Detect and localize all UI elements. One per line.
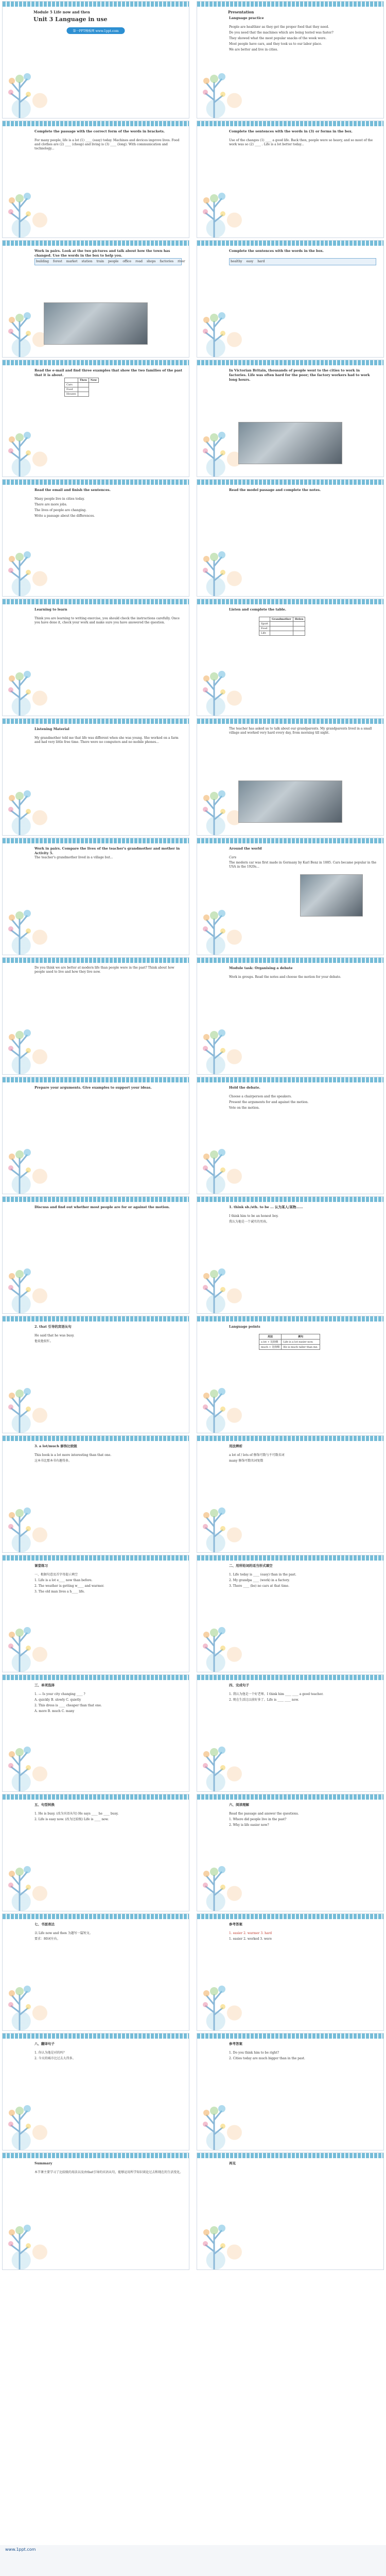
slide-heading: 八、翻译句子 [34,2042,55,2046]
slide-line: Write a passage about the differences. [34,514,95,518]
slide-line: 2. Life is easy now. (改为比较级) Life is ____ now. [34,1818,109,1821]
slide-line: a lot of / lots of 修饰可数与不可数名词 [229,1453,285,1457]
slide-heading: Prepare your arguments. Give examples to support your ideas. [34,1086,152,1090]
table-cell: Life is a lot easier now. [282,1340,320,1345]
table-cell: Grandmother [270,617,293,622]
data-table [64,378,99,397]
word-item: train [96,260,104,263]
slide-subheading: Cars [229,856,237,859]
slide-top-decoration [197,360,383,365]
slide-s36 [197,2033,384,2150]
slide-s18 [197,957,384,1075]
tree-decoration-icon [200,295,228,357]
tree-decoration-icon [200,1132,228,1194]
word-item: market [66,260,78,263]
slide-heading: 课堂练习 [34,1564,48,1568]
slide-line: Vote on the motion. [229,1106,260,1110]
slide-line: 我认为他是一个诚实的男孩。 [229,1220,270,1224]
tree-decoration-icon [200,893,228,955]
tree-decoration-icon [200,1730,228,1791]
slide-heading: Listen and complete the table. [229,607,287,612]
slide-text: The modern car was first made in Germany by Karl Benz in 1885. Cars became popular in the USA in the 1920s... [229,861,377,869]
slide-line: 3. The old man lives a h____ life. [34,1590,85,1594]
slide-s5 [2,240,189,358]
slide-top-decoration [3,1914,189,1919]
slide-heading: 2. that 引导的宾语从句 [34,1325,72,1329]
slide-s16 [197,838,384,955]
slide-top-decoration [3,1316,189,1321]
tree-decoration-icon [6,2088,33,2150]
slide-s10 [197,479,384,597]
tree-decoration-icon [6,654,33,716]
slide-s31 [2,1794,189,1911]
slide-heading: Complete the sentences with the words in the box. [229,249,324,253]
slide-s11 [2,599,189,716]
table-row [259,626,305,631]
footer-url[interactable]: www.1ppt.com [5,2547,36,2552]
tree-decoration-icon [6,1730,33,1791]
slide-line: 1. Do you think him to be right? [229,2051,279,2055]
slide-heading: Work in pairs. Compare the lives of the teacher's grandmother and mother in Activity 5. [34,846,180,855]
word-item: people [108,260,119,263]
data-table [259,617,305,636]
slide-line: A. more B. much C. many [34,1709,75,1713]
slide-s3 [2,121,189,238]
slide-top-decoration [3,838,189,843]
slide-s35 [2,2033,189,2150]
table-row [65,392,99,397]
slide-line: 这本书比那本书有趣得多。 [34,1459,72,1463]
illustration-photo [238,422,342,464]
slide-heading: Hold the debate. [229,1086,260,1090]
tree-decoration-icon [6,2208,33,2269]
slide-top-decoration [197,121,383,126]
slide-subtitle: Unit 3 Language in use [33,16,108,23]
illustration-photo [44,302,148,345]
word-item: hard [257,260,265,263]
slide-top-decoration [3,2,189,7]
word-item: office [122,260,132,263]
tree-decoration-icon [6,56,33,118]
slide-title: Module 5 Life now and then [33,10,90,14]
slide-line: This book is a lot more interesting than that one. [34,1453,112,1457]
slide-line: 1. easier 2. worked 3. were [229,1937,272,1941]
table-cell [78,383,89,387]
table-cell: Cars [65,383,78,387]
slide-top-decoration [197,1794,383,1800]
slide-s17 [2,957,189,1075]
slide-s38 [197,2153,384,2270]
illustration-photo [300,874,363,917]
tree-decoration-icon [6,1490,33,1552]
tree-decoration-icon [6,773,33,835]
table-cell [65,378,78,383]
slide-heading: Discuss and find out whether most people are for or against the motion. [34,1205,170,1209]
slide-s8 [197,360,384,477]
slide-top-decoration [197,1316,383,1321]
slide-heading: 参考答案 [229,2042,242,2046]
slide-s27 [2,1555,189,1672]
tree-decoration-icon [6,1012,33,1074]
slide-line: Most people have cars, and they took us to our labor place. [229,42,322,46]
tree-decoration-icon [200,415,228,477]
table-cell: Food [65,387,78,392]
slide-heading: Work in pairs. Look at the two pictures and talk about how the town has changed. Use the words in the box to help you. [34,249,170,258]
slide-s1 [2,1,189,118]
slide-top-decoration [197,1914,383,1919]
tree-decoration-icon [200,176,228,238]
slide-text: Use of the changes (1) ____ a good life. Back then, people were so heavy, and so most of the work was so (2) ____ . Life is a lot better today... [229,139,373,147]
word-item: factories [160,260,174,263]
word-item: healthy [231,260,242,263]
slide-heading: Language practice [229,16,264,20]
table-row [259,1340,320,1345]
slide-heading: Summary [34,2161,52,2165]
word-box [34,258,185,265]
slide-s21 [2,1196,189,1314]
slide-line: A. quickly B. slowly C. quietly [34,1698,81,1702]
table-cell: Sport [259,622,270,626]
slide-title: Presentation [228,10,254,14]
table-row [259,1345,320,1350]
tree-decoration-icon [6,295,33,357]
slide-heading: Language points [229,1325,260,1329]
slide-top-decoration [197,719,383,724]
table-cell [270,631,293,636]
slide-line: 以 Life now and then 为题写一篇短文。 [34,1931,93,1935]
table-cell: 用法 [259,1334,282,1340]
slide-s14 [197,718,384,836]
slide-heading: 四、完成句子 [229,1683,249,1687]
table-row [65,383,99,387]
slide-heading: 3. a lot/much 修饰比较级 [34,1444,77,1448]
tree-decoration-icon [6,1610,33,1672]
slide-line: 2. This dress is ____ cheaper than that one. [34,1704,102,1707]
tree-decoration-icon [200,1490,228,1552]
tree-decoration-icon [6,1969,33,2030]
slide-s12 [197,599,384,716]
slide-s2 [197,1,384,118]
slide-s26 [197,1435,384,1553]
table-row [65,378,99,383]
slide-top-decoration [3,2153,189,2158]
slide-line: Read the passage and answer the questions. [229,1812,299,1816]
slide-s34 [197,1913,384,2031]
table-row [259,617,305,622]
table-cell [293,622,305,626]
slide-line: Do you need that the machines which are being tested was faster? [229,31,334,35]
slide-s30 [197,1674,384,1792]
tree-decoration-icon [200,2088,228,2150]
slide-top-decoration [197,2153,383,2158]
tree-decoration-icon [200,773,228,835]
slide-heading: Listening Material [34,727,69,731]
slide-line: There are more jobs. [34,503,67,506]
word-item: road [135,260,143,263]
slide-text: Work in groups. Read the notes and choose the motion for your debate. [229,975,341,979]
slide-s7 [2,360,189,477]
slide-line: 一、根据句意及首字母提示填空 [34,1573,78,1577]
table-cell [270,622,293,626]
slide-heading: 用法辨析 [229,1444,242,1448]
slide-top-decoration [3,599,189,604]
slide-heading: 五、句型转换 [34,1803,55,1807]
slide-top-decoration [197,1197,383,1202]
slide-heading: Read the e-mail and find three examples that show the two families of the past that it is about. [34,368,183,377]
slide-top-decoration [197,1077,383,1082]
slide-s33 [2,1913,189,2031]
slide-heading: Around the world [229,846,262,851]
slide-heading: Read the email and finish the sentences. [34,488,111,492]
slide-text: The teacher's grandmother lived in a village but... [34,856,113,859]
tree-decoration-icon [200,2208,228,2269]
slide-s4 [197,121,384,238]
slide-text: For many people, life is a lot (1) ____ (easy) today. Machines and devices improve lives. Food and clothes are (2) ____ (cheap) and living is (3) ____ (long). With communication and technology... [34,139,180,151]
slide-line: 他说他很忙。 [34,1340,54,1343]
slide-top-decoration [3,958,189,963]
tree-decoration-icon [6,1371,33,1433]
slide-line: Many people live in cities today. [34,497,85,501]
word-item: river [178,260,185,263]
slide-s13 [2,718,189,836]
table-row [65,387,99,392]
slide-top-decoration [3,1197,189,1202]
slide-top-decoration [197,958,383,963]
slide-line: 2. 现在生活比以前好多了。Life is ____ ____ now. [229,1698,299,1702]
word-item: station [81,260,93,263]
slide-top-decoration [197,838,383,843]
slide-heading: 六、阅读理解 [229,1803,249,1807]
slide-top-decoration [3,1794,189,1800]
slide-top-decoration [3,1555,189,1561]
tree-decoration-icon [200,1610,228,1672]
slide-line: Choose a chairperson and the speakers. [229,1095,292,1098]
table-cell: a lot + 比较级 [259,1340,282,1345]
slide-top-decoration [3,1675,189,1680]
slide-s29 [2,1674,189,1792]
slide-heading: 1. think sb./sth. to be ... 认为某人/某物…… [229,1205,303,1209]
slide-line: Present the arguments for and against the motion. [229,1100,309,1104]
illustration-photo [238,781,342,823]
slide-heading: In Victorian Britain, thousands of people went to the cities to work in factories. Life was often hard for the poor; the factory workers had to work long hours. [229,368,370,382]
slide-top-decoration [3,121,189,126]
slide-heading: Complete the sentences with the words in (3) or forms in the box. [229,129,353,133]
slide-heading: Learning to learn [34,607,67,612]
tree-decoration-icon [6,1251,33,1313]
data-table [259,1334,320,1350]
tree-decoration-icon [200,1012,228,1074]
slide-line: 2. The weather is getting w____ and warmer. [34,1584,104,1588]
word-item: easy [246,260,254,263]
slide-heading: Read the model passage and complete the notes. [229,488,321,492]
slide-line: 1. He is busy. (改为宾语从句) He says ____ he ____ busy. [34,1812,119,1816]
slide-heading: 七、书面表达 [34,1922,55,1926]
slide-top-decoration [3,480,189,485]
slide-heading: Module task: Organising a debate [229,966,293,970]
slide-line: We are better and live in cities. [229,48,278,52]
slide-s20 [197,1077,384,1194]
slide-heading: 三、单项选择 [34,1683,55,1687]
slide-line: 1. Life today is ____ (easy) than in the past. [229,1573,296,1577]
slide-s22 [197,1196,384,1314]
table-cell [293,626,305,631]
table-cell [293,631,305,636]
slide-heading: 二、用所给词的适当形式填空 [229,1564,273,1568]
slide-line: People are healthier as they get the proper food that they need. [229,25,329,29]
slide-text: The teacher has asked us to talk about our grandparents. My grandparents lived in a small village and worked very hard every day, from morning till night. [229,727,372,735]
table-cell: 例句 [282,1334,320,1340]
slide-top-decoration [3,2033,189,2039]
slide-line: 1. — Is your city changing ____ ? [34,1692,85,1696]
slide-line: 2. Why is life easier now? [229,1823,269,1827]
slide-line: I think him to be an honest boy. [229,1214,279,1218]
tree-decoration-icon [6,1132,33,1194]
slide-top-decoration [197,1436,383,1441]
slide-top-decoration [197,599,383,604]
slide-top-decoration [197,2,383,7]
slide-top-decoration [197,1675,383,1680]
slide-text: Think you are learning to writing exercise, you should check the instructions carefully. Once you have done it, check your work and make sure you have answered the question. [34,617,180,625]
slide-s32 [197,1794,384,1911]
slide-line: 2. My grandpa ____ (work) in a factory. [229,1579,290,1582]
slide-line: 3. There ____ (be) no cars at that time. [229,1584,289,1588]
table-cell [259,617,270,622]
slide-line: 要求：80词左右。 [34,1937,60,1941]
slide-line: 2. 今天的城市比过去大得多。 [34,2057,76,2060]
slide-top-decoration [197,241,383,246]
slide-top-decoration [197,2033,383,2039]
slide-top-decoration [3,360,189,365]
slide-text: Do you think we are better at modern life than people were in the past? Think about how people used to live and how they live now. [34,966,174,974]
slide-s6 [197,240,384,358]
table-cell: Then [78,378,89,383]
slide-line: He said that he was busy. [34,1334,75,1337]
tree-decoration-icon [200,1251,228,1313]
table-cell [78,392,89,397]
slide-line: 1. 我认为他是一个好老师。I think him ____ ____ a good teacher. [229,1692,324,1696]
slide-line: 1. 你认为他是对的吗？ [34,2051,66,2055]
slide-top-decoration [197,1555,383,1561]
slide-s25 [2,1435,189,1553]
table-cell: Food [259,626,270,631]
slide-line: 2. Cities today are much bigger than in the past. [229,2057,305,2060]
tree-decoration-icon [6,893,33,955]
tree-decoration-icon [200,56,228,118]
word-item: shops [146,260,156,263]
slide-s23 [2,1316,189,1433]
table-row [259,622,305,626]
slide-top-decoration [3,241,189,246]
slide-line: The lives of people are changing. [34,509,86,512]
table-cell: Now [89,378,98,383]
table-cell: Houses [65,392,78,397]
slide-top-decoration [197,480,383,485]
tree-decoration-icon [200,534,228,596]
table-row [259,1334,320,1340]
table-cell: Life [259,631,270,636]
slide-heading: Complete the passage with the correct form of the words in brackets. [34,129,165,133]
slide-text: 本节课主要学习了比较级的用法以及由that引导的宾语从句，能够运用所学知识谈论过去和现在的生活变化。 [34,2171,183,2174]
tree-decoration-icon [6,415,33,477]
table-cell: much + 比较级 [259,1345,282,1350]
tree-decoration-icon [6,1849,33,1911]
slide-line: They showed what the most popular snacks of the week were. [229,37,327,40]
table-row [259,631,305,636]
table-cell: Helen [293,617,305,622]
slide-top-decoration [3,1436,189,1441]
slide-s37 [2,2153,189,2270]
slide-line: 1. Life is a lot e____ now than before. [34,1579,93,1582]
slide-line: 1. Where did people live in the past? [229,1818,287,1821]
slide-heading: 参考答案 [229,1922,242,1926]
slide-s15 [2,838,189,955]
slide-s19 [2,1077,189,1194]
tree-decoration-icon [200,654,228,716]
slide-heading: 再见 [229,2161,236,2165]
slide-s9 [2,479,189,597]
tree-decoration-icon [200,1371,228,1433]
tree-decoration-icon [200,1849,228,1911]
word-item: building [36,260,49,263]
table-cell [270,626,293,631]
slide-top-decoration [3,719,189,724]
slide-s24 [197,1316,384,1433]
slide-text: My grandmother told me that life was different when she was young. She worked on a farm and had very little free time. There were no computers and no mobile phones... [34,736,179,744]
word-item: forest [53,260,62,263]
table-cell [78,387,89,392]
tree-decoration-icon [200,1969,228,2030]
slide-line: many 修饰可数名词复数 [229,1459,264,1463]
word-box [229,258,376,265]
tree-decoration-icon [6,534,33,596]
tree-decoration-icon [6,176,33,238]
table-cell: He is much taller than me. [282,1345,320,1350]
slide-s28 [197,1555,384,1672]
footer [0,2545,386,2576]
slide-banner: 第一PPT模板网 www.1ppt.com [66,27,125,34]
slide-line: 1. easier 2. warmer 3. hard [229,1931,272,1935]
slide-top-decoration [3,1077,189,1082]
